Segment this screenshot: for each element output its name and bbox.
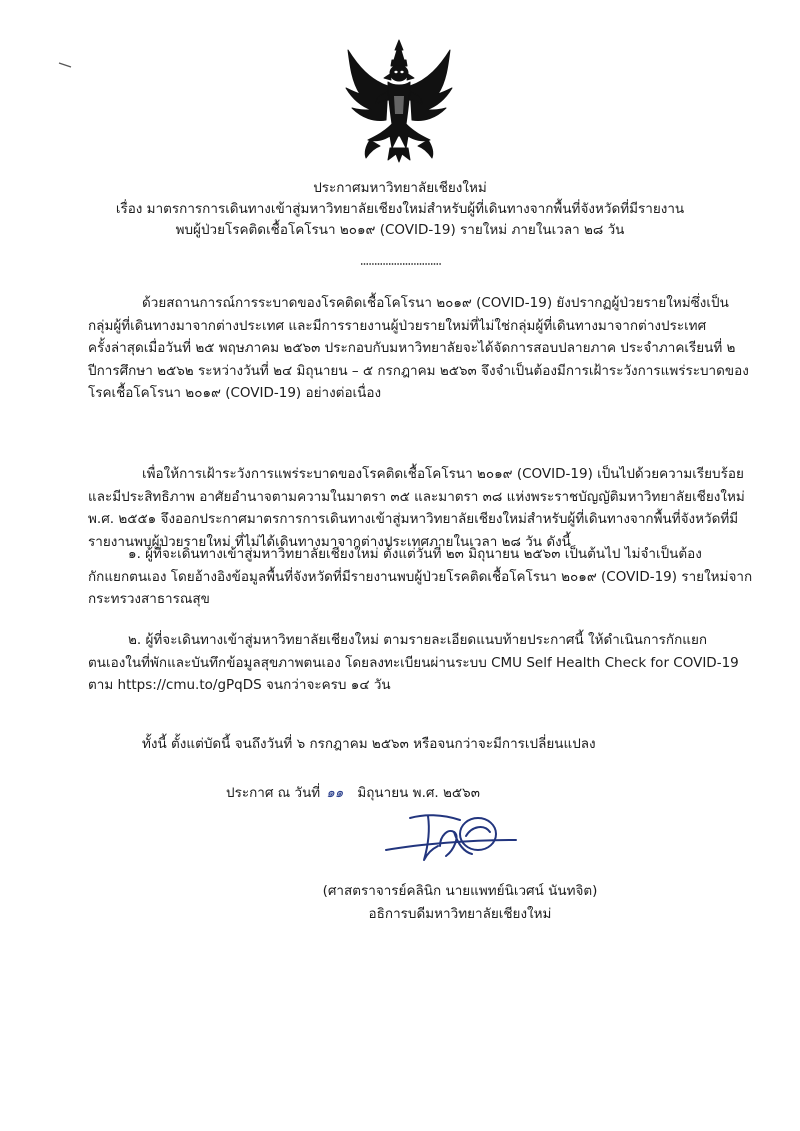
text-line: ๑. ผู้ที่จะเดินทางเข้าสู่มหาวิทยาลัยเชียงใหม่ ตั้งแต่วันที่ ๒๓ มิถุนายน ๒๕๖๓ เป็นต้นไป ไม่จำเป็นต้อง — [128, 546, 702, 562]
closing-statement — [88, 733, 728, 756]
paragraph-authority — [88, 463, 745, 553]
paragraph-situation — [88, 292, 749, 405]
text-line: ตนเองในที่พักและบันทึกข้อมูลสุขภาพตนเอง โดยลงทะเบียนผ่านระบบ CMU Self Health Check for COVID-19 — [88, 654, 739, 671]
signer-block — [300, 880, 620, 926]
text-line: กักแยกตนเอง โดยอ้างอิงข้อมูลพื้นที่จังหวัดที่มีรายงานพบผู้ป่วยโรคติดเชื้อโคโรนา ๒๐๑๙ (COVID-19) รายใหม่จาก — [88, 568, 753, 585]
text-line: ทั้งนี้ ตั้งแต่บัดนี้ จนถึงวันที่ ๖ กรกฎาคม ๒๕๖๓ หรือจนกว่าจะมีการเปลี่ยนแปลง — [142, 736, 596, 752]
announcement-date — [226, 782, 480, 804]
date-month-year: มิถุนายน พ.ศ. ๒๕๖๓ — [357, 785, 480, 801]
dotted-separator — [360, 262, 442, 266]
date-prefix: ประกาศ ณ วันที่ — [226, 785, 321, 801]
text-line: เพื่อให้การเฝ้าระวังการแพร่ระบาดของโรคติดเชื้อโคโรนา ๒๐๑๙ (COVID-19) เป็นไปด้วยความเรียบร้อย — [142, 466, 744, 482]
text-line: โรคเชื้อโคโรนา ๒๐๑๙ (COVID-19) อย่างต่อเนื่อง — [88, 385, 382, 401]
handwritten-signature-icon — [380, 806, 520, 878]
announcement-header — [90, 178, 710, 241]
text-line: ตาม https://cmu.to/gPqDS จนกว่าจะครบ ๑๔ วัน — [88, 677, 391, 693]
text-line: กลุ่มผู้ที่เดินทางมาจากต่างประเทศ และมีการรายงานผู้ป่วยรายใหม่ที่ไม่ใช่กลุ่มผู้ที่เดินทางมาจากต่างประเทศ — [88, 317, 707, 334]
measure-item-1 — [88, 543, 753, 611]
corner-mark-icon — [58, 62, 72, 68]
signer-title: อธิการบดีมหาวิทยาลัยเชียงใหม่ — [368, 906, 552, 922]
date-day: ๑๑ — [326, 785, 344, 801]
text-line: รายงานพบผู้ป่วยรายใหม่ ที่ไม่ได้เดินทางมาจากต่างประเทศภายในเวลา ๒๘ วัน ดังนี้ — [88, 533, 571, 550]
garuda-emblem-icon — [340, 36, 458, 166]
subject-line-1: เรื่อง มาตรการการเดินทางเข้าสู่มหาวิทยาลัยเชียงใหม่สำหรับผู้ที่เดินทางจากพื้นที่จังหวัดที่มีรายงาน — [115, 201, 685, 217]
text-line: และมีประสิทธิภาพ อาศัยอำนาจตามความในมาตรา ๓๕ และมาตรา ๓๘ แห่งพระราชบัญญัติมหาวิทยาลัยเชียงใหม่ — [88, 488, 745, 505]
text-line: พ.ศ. ๒๕๕๑ จึงออกประกาศมาตรการการเดินทางเข้าสู่มหาวิทยาลัยเชียงใหม่สำหรับผู้ที่เดินทางจากพื้นที่จังหวัดที่มี — [88, 511, 739, 527]
text-line: ครั้งล่าสุดเมื่อวันที่ ๒๕ พฤษภาคม ๒๕๖๓ ประกอบกับมหาวิทยาลัยจะได้จัดการสอบปลายภาค ประจำภาคเรียนที่ ๒ — [88, 340, 736, 356]
text-line: ด้วยสถานการณ์การระบาดของโรคติดเชื้อโคโรนา ๒๐๑๙ (COVID-19) ยังปรากฏผู้ป่วยรายใหม่ซึ่งเป็น — [142, 295, 729, 311]
text-line: ปีการศึกษา ๒๕๖๒ ระหว่างวันที่ ๒๔ มิถุนายน – ๕ กรกฎาคม ๒๕๖๓ จึงจำเป็นต้องมีการเฝ้าระวังการแพร่ระบาดของ — [88, 362, 749, 379]
issuer-title: ประกาศมหาวิทยาลัยเชียงใหม่ — [313, 180, 487, 196]
measure-item-2 — [88, 629, 739, 697]
text-line: ๒. ผู้ที่จะเดินทางเข้าสู่มหาวิทยาลัยเชียงใหม่ ตามรายละเอียดแนบท้ายประกาศนี้ ให้ดำเนินการกักแยก — [128, 632, 708, 648]
text-line: กระทรวงสาธารณสุข — [88, 591, 210, 607]
signer-name: (ศาสตราจารย์คลินิก นายแพทย์นิเวศน์ นันทจิต) — [322, 883, 598, 899]
subject-line-2: พบผู้ป่วยโรคติดเชื้อโคโรนา ๒๐๑๙ (COVID-19) รายใหม่ ภายในเวลา ๒๘ วัน — [175, 222, 625, 238]
